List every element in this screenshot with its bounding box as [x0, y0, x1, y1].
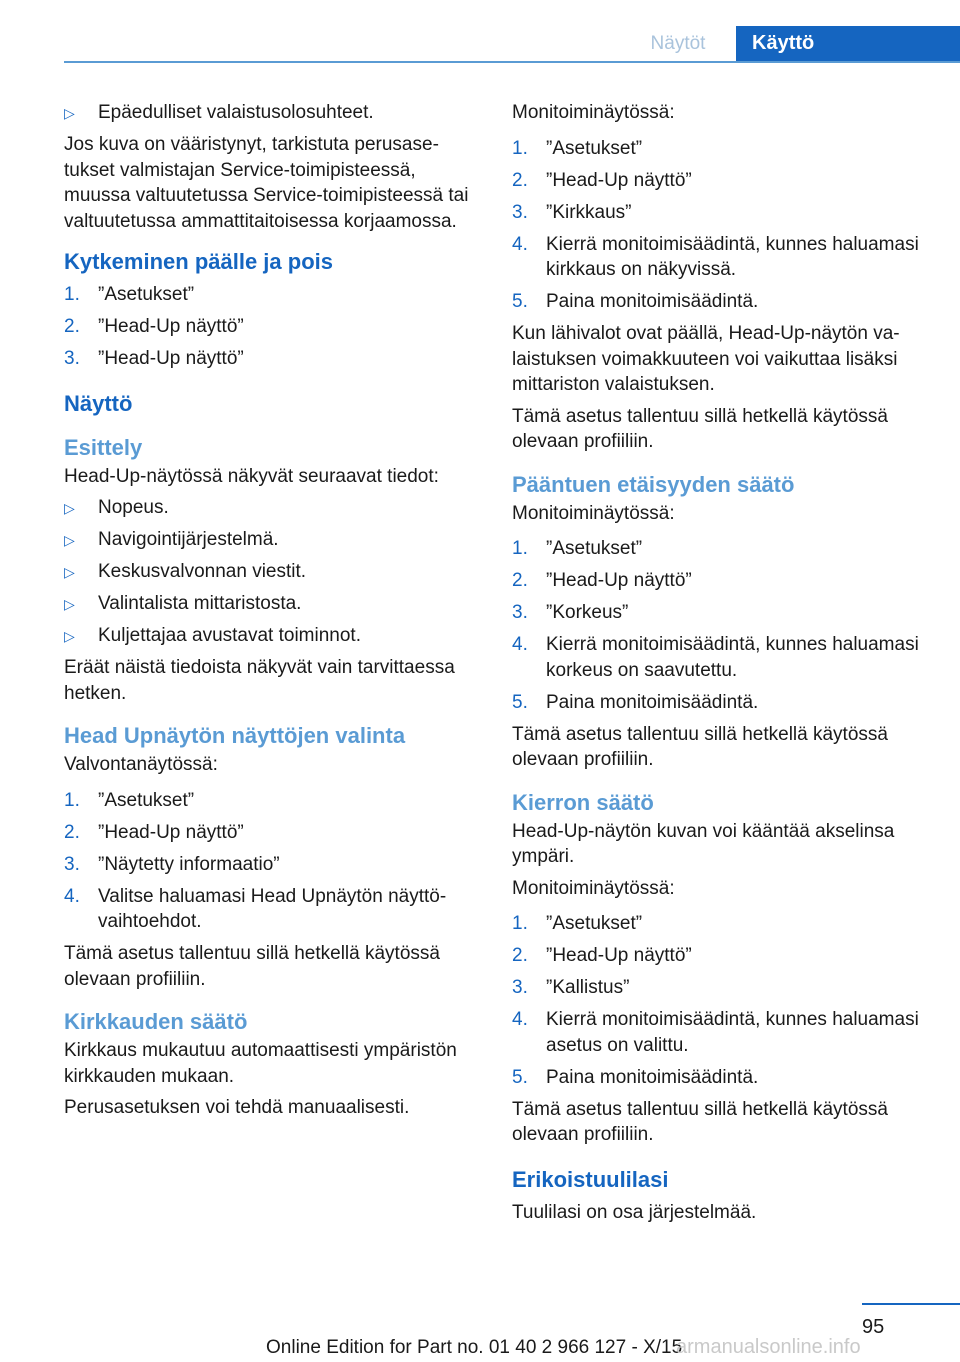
paragraph: Kirkkaus mukautuu automaattisesti ympäristön kirkkauden mukaan.	[64, 1040, 457, 1087]
list-item: 1. ”Asetukset”	[512, 536, 922, 562]
step-number: 1.	[512, 913, 528, 934]
list-item: 5. Paina monitoimisäädintä.	[512, 289, 922, 315]
step-number: 1.	[64, 284, 80, 305]
watermark: armanualsonline.info	[676, 1336, 861, 1358]
list-item: ▷ Navigointijärjestelmä.	[64, 527, 482, 553]
list-item: 3. ”Korkeus”	[512, 600, 922, 626]
step-number: 2.	[512, 945, 528, 966]
list-item: 2. ”Head-Up näyttö”	[64, 820, 482, 846]
paragraph: Tämä asetus tallentuu sillä hetkellä käytössä olevaan profiiliin.	[512, 1098, 888, 1145]
triangle-bullet-icon: ▷	[64, 500, 75, 516]
step-number: 5.	[512, 1066, 528, 1088]
triangle-bullet-icon: ▷	[64, 532, 75, 548]
paragraph: Jos kuva on vääristynyt, tarkistuta perusasetukset valmistajan Service-toimipisteessä, muussa valtuutetussa Service-toimipisteessä tai valtuutetussa ammattitaitoisessa korjaamossa.	[64, 134, 469, 232]
list-item: 4. Kierrä monitoimisäädintä, kunnes haluamasi korkeus on saavutettu.	[512, 634, 919, 681]
step-number: 4.	[64, 885, 80, 907]
step-number: 1.	[512, 538, 528, 559]
list-item: ▷ Nopeus.	[64, 495, 482, 521]
subsection-heading: Pääntuen etäisyyden säätö	[512, 471, 795, 497]
paragraph: Head-Up-näytön kuvan voi kääntää akselinsa ympäri.	[512, 820, 895, 867]
step-number: 1.	[512, 137, 528, 159]
list-item: 2. ”Head-Up näyttö”	[64, 314, 482, 340]
paragraph: Eräät näistä tiedoista näkyvät vain tarvittaessa hetken.	[64, 657, 455, 704]
footer-rule	[862, 1303, 960, 1305]
triangle-bullet-icon: ▷	[64, 628, 75, 644]
step-number: 2.	[64, 821, 80, 843]
step-number: 5.	[512, 691, 528, 713]
list-item: 5. Paina monitoimisäädintä.	[512, 690, 922, 716]
right-column	[512, 100, 922, 1231]
list-item: 4. Kierrä monitoimisäädintä, kunnes haluamasi kirkkaus on näkyvissä.	[512, 233, 919, 280]
subsection-heading: Kirkkauden säätö	[64, 1009, 248, 1034]
list-item: 4. Valitse haluamasi Head Upnäytön näyttövaihtoehdot.	[64, 885, 447, 932]
step-number: 5.	[512, 291, 528, 312]
paragraph: Kun lähivalot ovat päällä, Head-Up-näytön valaistuksen voimakkuuteen voi vaikuttaa lisäksi mittariston valaistuksen.	[512, 323, 900, 395]
list-item: 2. ”Head-Up näyttö”	[512, 568, 922, 594]
list-item: ▷ Keskusvalvonnan viestit.	[64, 559, 482, 585]
step-number: 1.	[64, 789, 80, 811]
paragraph: Tämä asetus tallentuu sillä hetkellä käytössä olevaan profiiliin.	[512, 405, 888, 452]
step-number: 4.	[512, 233, 528, 255]
chapter-tab: Käyttö	[736, 26, 960, 63]
page-number: 95	[862, 1316, 885, 1338]
header-rule	[64, 61, 960, 63]
list-item: 2. ”Head-Up näyttö”	[512, 943, 922, 969]
section-heading: Erikoistuulilasi	[512, 1166, 669, 1192]
step-number: 3.	[512, 201, 528, 223]
step-number: 4.	[512, 634, 528, 655]
section-tab: Näytöt	[650, 33, 706, 54]
step-number: 3.	[512, 977, 528, 998]
list-item: 1. ”Asetukset”	[512, 136, 922, 162]
list-item: 1. ”Asetukset”	[512, 911, 922, 937]
triangle-bullet-icon: ▷	[64, 564, 75, 580]
list-item: 3. ”Kallistus”	[512, 975, 922, 1001]
section-heading: Kytkeminen päälle ja pois	[64, 249, 333, 274]
list-item: 2. ”Head-Up näyttö”	[512, 168, 922, 194]
subsection-heading: Head Upnäytön näyttöjen valinta	[64, 723, 406, 748]
paragraph: Tämä asetus tallentuu sillä hetkellä käytössä olevaan profiiliin.	[512, 723, 888, 770]
list-item: 3. ”Näytetty informaatio”	[64, 852, 482, 878]
paragraph: Valvontanäytössä:	[64, 754, 218, 775]
triangle-bullet-icon: ▷	[64, 105, 75, 121]
paragraph: Monitoiminäytössä:	[512, 102, 675, 123]
list-item: ▷ Kuljettajaa avustavat toiminnot.	[64, 623, 482, 649]
subsection-heading: Esittely	[64, 434, 143, 460]
list-item: 4. Kierrä monitoimisäädintä, kunnes haluamasi asetus on valittu.	[512, 1009, 919, 1056]
left-column	[64, 100, 482, 1127]
list-item: 3. ”Kirkkaus”	[512, 200, 922, 226]
paragraph: Tämä asetus tallentuu sillä hetkellä käytössä olevaan profiiliin.	[64, 943, 440, 990]
list-item: 3. ”Head-Up näyttö”	[64, 346, 482, 372]
list-item: ▷ Epäedulliset valaistusolosuhteet.	[64, 100, 482, 126]
step-number: 4.	[512, 1009, 528, 1030]
list-item: 1. ”Asetukset”	[64, 788, 482, 814]
step-number: 3.	[64, 348, 80, 369]
paragraph: Perusasetuksen voi tehdä manuaalisesti.	[64, 1097, 410, 1118]
section-heading: Näyttö	[64, 390, 133, 416]
step-number: 2.	[512, 169, 528, 191]
paragraph: Monitoiminäytössä:	[512, 502, 675, 524]
triangle-bullet-icon: ▷	[64, 596, 75, 612]
subsection-heading: Kierron säätö	[512, 789, 654, 815]
step-number: 2.	[64, 316, 80, 337]
step-number: 2.	[512, 570, 528, 591]
list-item: 1. ”Asetukset”	[64, 282, 482, 308]
step-number: 3.	[64, 853, 80, 875]
paragraph: Tuulilasi on osa järjestelmää.	[512, 1201, 757, 1223]
paragraph: Head-Up-näytössä näkyvät seuraavat tiedot:	[64, 465, 439, 487]
edition-text: Online Edition for Part no. 01 40 2 966 127 - X/15	[266, 1337, 683, 1358]
list-item: ▷ Valintalista mittaristosta.	[64, 591, 482, 617]
step-number: 3.	[512, 602, 528, 623]
list-item: 5. Paina monitoimisäädintä.	[512, 1065, 922, 1091]
paragraph: Monitoiminäytössä:	[512, 877, 675, 899]
